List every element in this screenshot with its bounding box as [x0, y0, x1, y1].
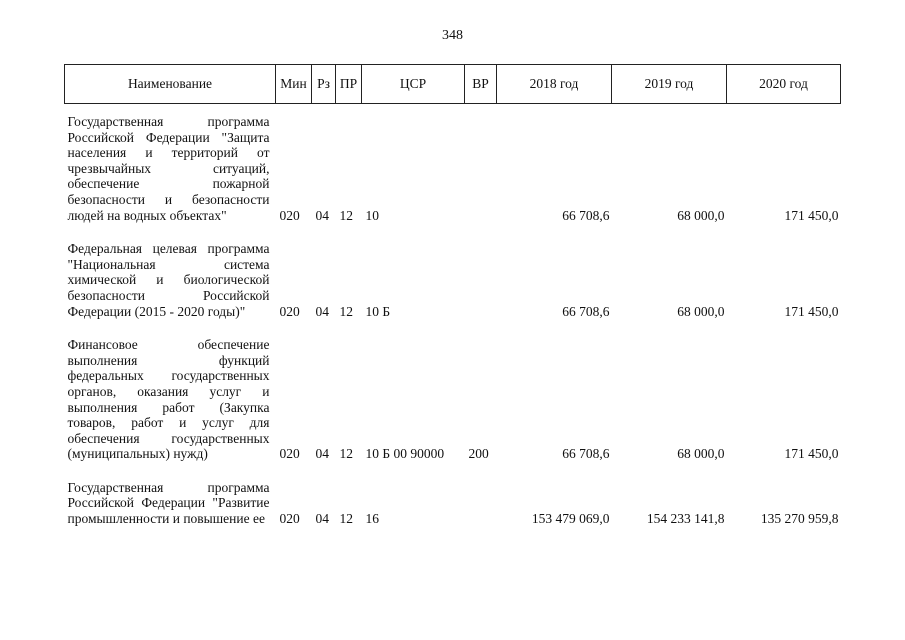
table-row	[65, 104, 841, 228]
budget-table	[64, 64, 841, 531]
row-min: 020	[279, 446, 300, 462]
table-header-row	[65, 65, 841, 104]
row-rz: 04	[315, 207, 329, 223]
header-name: Наименование	[65, 65, 276, 104]
row-2019: 154 233 141,8	[646, 511, 725, 527]
row-name: Государственная программа Российской Федерации "Защита населения и территорий от чрезвычайных ситуаций, обеспечение пожарной безопасности и безопасности людей на водных объектах"	[67, 114, 270, 223]
row-vr	[465, 104, 497, 228]
row-pr: 12	[339, 207, 353, 223]
header-csr: ЦСР	[362, 65, 465, 104]
row-vr	[465, 466, 497, 531]
row-min: 020	[279, 303, 300, 319]
row-vr	[465, 227, 497, 323]
row-csr: 10	[365, 207, 379, 223]
row-2020: 171 450,0	[784, 446, 839, 462]
row-2020: 171 450,0	[784, 303, 839, 319]
row-2018: 66 708,6	[562, 446, 610, 462]
row-vr: 200	[468, 446, 489, 462]
row-name: Государственная программа Российской Федерации "Развитие промышленности и повышение ее	[67, 479, 270, 527]
row-2018: 66 708,6	[562, 303, 610, 319]
table-row	[65, 227, 841, 323]
row-2020: 135 270 959,8	[760, 511, 839, 527]
header-2019: 2019 год	[612, 65, 727, 104]
row-2019: 68 000,0	[677, 303, 725, 319]
row-pr: 12	[339, 511, 353, 527]
page-number: 348	[442, 28, 463, 43]
row-rz: 04	[315, 511, 329, 527]
row-min: 020	[279, 511, 300, 527]
header-pr: ПР	[336, 65, 362, 104]
header-min: Мин	[276, 65, 312, 104]
row-csr: 10 Б 00 90000	[365, 446, 445, 462]
row-name: Финансовое обеспечение выполнения функций федеральных государственных органов, оказания услуг и выполнения работ (Закупка товаров, работ и услуг для обеспечения государственных (муниципальных) нужд)	[67, 337, 270, 462]
row-2018: 153 479 069,0	[531, 511, 610, 527]
row-csr: 10 Б	[365, 303, 391, 319]
row-csr: 16	[365, 511, 379, 527]
header-vr: ВР	[465, 65, 497, 104]
row-rz: 04	[315, 303, 329, 319]
row-2018: 66 708,6	[562, 207, 610, 223]
row-pr: 12	[339, 303, 353, 319]
row-min: 020	[279, 207, 300, 223]
table-row	[65, 466, 841, 531]
row-name: Федеральная целевая программа "Национальная система химической и биологической безопасности Российской Федерации (2015 - 2020 годы)"	[67, 241, 270, 319]
row-rz: 04	[315, 446, 329, 462]
row-2019: 68 000,0	[677, 446, 725, 462]
header-2018: 2018 год	[497, 65, 612, 104]
header-rz: Рз	[312, 65, 336, 104]
table-row	[65, 323, 841, 466]
row-2020: 171 450,0	[784, 207, 839, 223]
header-2020: 2020 год	[727, 65, 841, 104]
row-pr: 12	[339, 446, 353, 462]
row-2019: 68 000,0	[677, 207, 725, 223]
